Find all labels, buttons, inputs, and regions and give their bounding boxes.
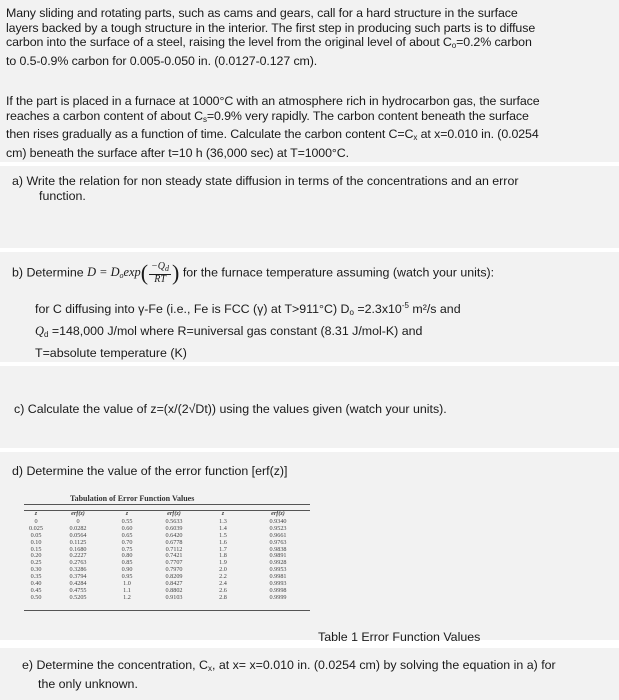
table-column-z-1: z 0 0.025 0.05 0.10 0.15 0.20 0.25 0.30 0.35 0.40 0.45 0.50	[24, 511, 48, 602]
table-cell: 0.9993	[269, 580, 287, 588]
question-a-section	[0, 166, 619, 248]
table-cell: 0.55	[121, 517, 133, 525]
table-cell: 0.5205	[69, 593, 87, 601]
table-cell: 0.9340	[269, 517, 287, 525]
table-cell: 0.35	[30, 573, 42, 581]
table-cell: 0.7112	[165, 545, 183, 553]
table-cell: 0.60	[121, 524, 133, 532]
table-cell: 0.9838	[269, 545, 287, 553]
table-cell: 1.9	[219, 559, 227, 567]
table-column-z-2: z 0.55 0.60 0.65 0.70 0.75 0.80 0.85 0.90 0.95 1.0 1.1 1.2	[110, 511, 144, 602]
table-title: Tabulation of Error Function Values	[70, 494, 195, 503]
question-b-section	[0, 252, 619, 362]
table-cell: 0.65	[121, 531, 133, 539]
intro-paragraph-2: If the part is placed in a furnace at 1000°C with an atmosphere rich in hydrocarbon gas, the surface reaches a carbon content of about $C_s=0.9\%$ very rapidly. The carbon content beneath the surface then rises gradually as a function of time. Calculate the carbon content $C=C_x$ at x=0.010 in. (0.0254 cm) beneath the surface after t=10 h (36,000 sec) at T=1000°C.	[6, 94, 540, 160]
table-cell: 0.9661	[269, 531, 287, 539]
table-cell: 0.80	[121, 552, 133, 560]
table-cell: 1.3	[219, 517, 227, 525]
intro-paragraph-1: Many sliding and rotating parts, such as cams and gears, call for a hard structure in the surface layers backed by a tough structure in the interior. The first step in producing such parts is to diffuse carbon into the surface of a steel, raising the level from the original level of about $C_o=0.2\%$ carbon to 0.5-0.9% carbon for 0.005-0.050 in. (0.0127-0.127 cm).	[6, 6, 536, 68]
table-cell: 0.95	[121, 573, 133, 581]
table-cell: 0.9523	[269, 524, 287, 532]
table-cell: 0.6778	[165, 538, 183, 546]
table-cell: 0.7421	[165, 552, 183, 560]
table-cell: 1.6	[219, 538, 227, 546]
table-column-erf-3: erf(z) 0.9340 0.9523 0.9661 0.9763 0.9838 0.9891 0.9928 0.9953 0.9981 0.9993 0.9998 0.9999	[256, 511, 300, 602]
table-cell: 0.75	[121, 545, 133, 553]
table-cell: 0.40	[30, 580, 42, 588]
table-bottom-rule	[24, 610, 310, 611]
table-cell: 0.6420	[165, 531, 183, 539]
table-cell: 1.5	[219, 531, 227, 539]
table-cell: 0.9998	[269, 586, 287, 594]
table-cell: 0.1125	[69, 538, 87, 546]
table-cell: 0.025	[29, 524, 43, 532]
table-cell: 0.70	[121, 538, 133, 546]
table-cell: 1.8	[219, 552, 227, 560]
table-cell: 0.0282	[69, 524, 87, 532]
intro-section	[0, 0, 619, 162]
table-cell: 0.9999	[269, 593, 287, 601]
table-cell: 0.25	[30, 559, 42, 567]
table-cell: 0.4755	[69, 586, 87, 594]
question-e-section	[0, 648, 619, 700]
table-cell: 1.1	[123, 586, 131, 594]
question-e: e) Determine the concentration, $C_x$, at x= x=0.010 in. (0.0254 cm) by solving the equation in a) for the only unknown.	[22, 658, 556, 691]
table-cell: 0.8209	[165, 573, 183, 581]
table-cell: 0.05	[30, 531, 42, 539]
diffusion-formula: $D = D_o\exp$( $\frac{-Q_d}{RT}$ )	[87, 260, 180, 286]
question-b-details: for C diffusing into γ-Fe (i.e., Fe is FCC (γ) at T>911°C) $D_o =2.3x10^{-5}$ m²/s and $Q_d =148,000$ J/mol where R=universal gas constant (8.31 J/mol-K) and T=absolute temperature (K)	[35, 301, 461, 360]
table-cell: 0.8427	[165, 580, 183, 588]
table-cell: 0.0564	[69, 531, 87, 539]
table-cell: 1.0	[123, 580, 131, 588]
question-c-section	[0, 366, 619, 448]
table-cell: 2.8	[219, 593, 227, 601]
table-caption: Table 1 Error Function Values	[318, 630, 481, 644]
table-cell: 0.9981	[269, 573, 287, 581]
table-cell: 0.3286	[69, 566, 87, 574]
table-cell: 1.2	[123, 593, 131, 601]
table-cell: 0.85	[121, 559, 133, 567]
table-cell: 2.0	[219, 566, 227, 574]
table-cell: 0.50	[30, 593, 42, 601]
table-cell: 2.6	[219, 586, 227, 594]
table-cell: 0.7970	[165, 566, 183, 574]
table-cell: 0.3794	[69, 573, 87, 581]
error-function-table	[24, 504, 310, 612]
question-d: d) Determine the value of the error function [erf(z)]	[12, 464, 288, 478]
table-column-erf-2: erf(z) 0.5633 0.6039 0.6420 0.6778 0.7112 0.7421 0.7707 0.7970 0.8209 0.8427 0.8802 0.9103	[152, 511, 196, 602]
table-cell: 0	[34, 517, 38, 525]
table-top-rule	[24, 504, 310, 505]
table-cell: 0.9103	[165, 593, 183, 601]
table-cell: 0.8802	[165, 586, 183, 594]
table-column-z-3: z 1.3 1.4 1.5 1.6 1.7 1.8 1.9 2.0 2.2 2.4 2.6 2.8	[206, 511, 240, 602]
table-cell: 0.15	[30, 545, 42, 553]
table-cell: 0.7707	[165, 559, 183, 567]
table-cell: 0.45	[30, 586, 42, 594]
table-cell: 0.20	[30, 552, 42, 560]
table-cell: 0.10	[30, 538, 42, 546]
table-cell: 0.1680	[69, 545, 87, 553]
table-cell: 0.2227	[69, 552, 87, 560]
table-cell: 0.9891	[269, 552, 287, 560]
table-cell: 1.7	[219, 545, 227, 553]
table-cell: 0.6039	[165, 524, 183, 532]
table-cell: 2.2	[219, 573, 227, 581]
question-c: c) Calculate the value of z=(x/(2√Dt)) using the values given (watch your units).	[14, 402, 447, 416]
question-a: a) Write the relation for non steady state diffusion in terms of the concentrations and an error function.	[12, 174, 519, 203]
table-cell: 0.30	[30, 566, 42, 574]
table-cell: 0.2763	[69, 559, 87, 567]
table-cell: 0.4284	[69, 580, 87, 588]
table-cell: 1.4	[219, 524, 227, 532]
table-column-erf-1: erf(z) 0 0.0282 0.0564 0.1125 0.1680 0.2227 0.2763 0.3286 0.3794 0.4284 0.4755 0.5205	[58, 511, 98, 602]
table-cell: 0.9763	[269, 538, 287, 546]
table-cell: 0.9928	[269, 559, 287, 567]
table-cell: 2.4	[219, 580, 227, 588]
question-b: b) Determine $D = D_o\exp$( $\frac{-Q_d}{RT}$ ) for the furnace temperature assuming (watch your units):	[12, 260, 495, 286]
table-cell: 0.5633	[165, 517, 183, 525]
table-cell: 0.90	[121, 566, 133, 574]
table-cell: 0.9953	[269, 566, 287, 574]
table-cell: 0	[76, 517, 80, 525]
